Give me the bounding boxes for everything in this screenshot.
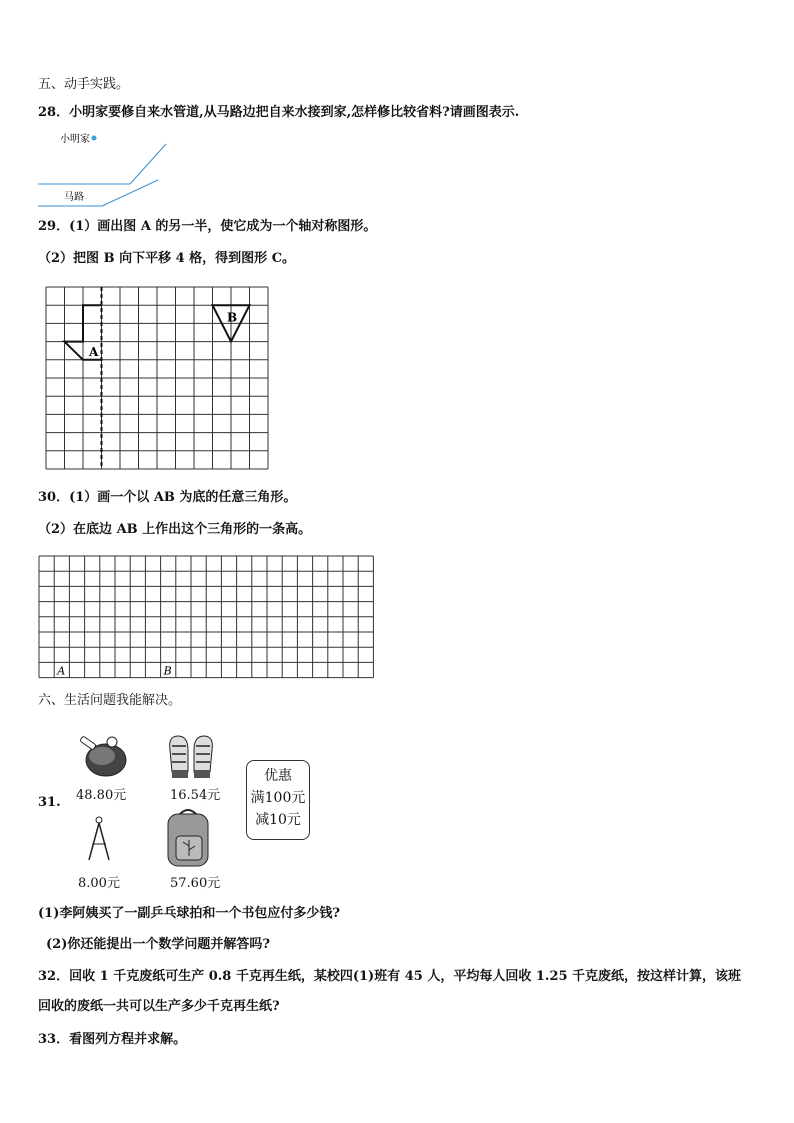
ping-pong-paddle-icon bbox=[74, 732, 130, 780]
question-31-sub1: (1)李阿姨买了一副乒乓球拍和一个书包应付多少钱? bbox=[38, 906, 340, 921]
road-edge-upper-bend bbox=[130, 144, 166, 184]
promo-title: 优惠 bbox=[264, 768, 292, 784]
triangle-b-label: B bbox=[227, 310, 238, 325]
question-31-number: 31. bbox=[38, 795, 61, 810]
question-33: 33．看图列方程并求解。 bbox=[38, 1032, 187, 1047]
backpack-icon bbox=[160, 806, 216, 870]
question-29-part2: （2）把图 B 向下平移 4 格，得到图形 C。 bbox=[38, 251, 296, 266]
question-32-line2: 回收的废纸一共可以生产多少千克再生纸? bbox=[38, 999, 280, 1014]
promo-condition: 满100元 bbox=[250, 790, 306, 806]
compass-icon bbox=[84, 814, 114, 866]
promo-discount: 减10元 bbox=[255, 812, 301, 828]
gloves-icon bbox=[164, 730, 220, 782]
road-label: 马路 bbox=[64, 192, 84, 203]
question-31-sub2: (2)你还能提出一个数学问题并解答吗? bbox=[46, 937, 270, 952]
promo-box bbox=[246, 760, 310, 840]
shape-a-label: A bbox=[89, 345, 99, 360]
road-diagram bbox=[36, 128, 176, 208]
grid-q29 bbox=[45, 286, 271, 470]
price-compass: 8.00元 bbox=[78, 876, 120, 891]
section-title: 六、生活问题我能解决。 bbox=[38, 693, 182, 708]
question-29-part1: 29．(1）画出图 A 的另一半，使它成为一个轴对称图形。 bbox=[38, 219, 377, 234]
point-a-label: A bbox=[57, 664, 66, 678]
home-label: 小明家 bbox=[60, 134, 90, 145]
point-b-label: B bbox=[163, 664, 172, 678]
price-paddle: 48.80元 bbox=[76, 788, 127, 803]
question-30-part1: 30．(1）画一个以 AB 为底的任意三角形。 bbox=[38, 490, 297, 505]
price-gloves: 16.54元 bbox=[170, 788, 221, 803]
home-dot bbox=[92, 136, 97, 141]
section-title: 五、动手实践。 bbox=[38, 77, 130, 92]
question-30-part2: （2）在底边 AB 上作出这个三角形的一条高。 bbox=[38, 522, 312, 537]
grid-q30 bbox=[38, 555, 374, 679]
question-32-line1: 32．回收 1 千克废纸可生产 0.8 千克再生纸，某校四(1)班有 45 人，平均每人回收 1.25 千克废纸，按这样计算，该班 bbox=[38, 969, 742, 984]
price-backpack: 57.60元 bbox=[170, 876, 221, 891]
question-28: 28．小明家要修自来水管道,从马路边把自来水接到家,怎样修比较省料?请画图表示. bbox=[38, 105, 520, 120]
